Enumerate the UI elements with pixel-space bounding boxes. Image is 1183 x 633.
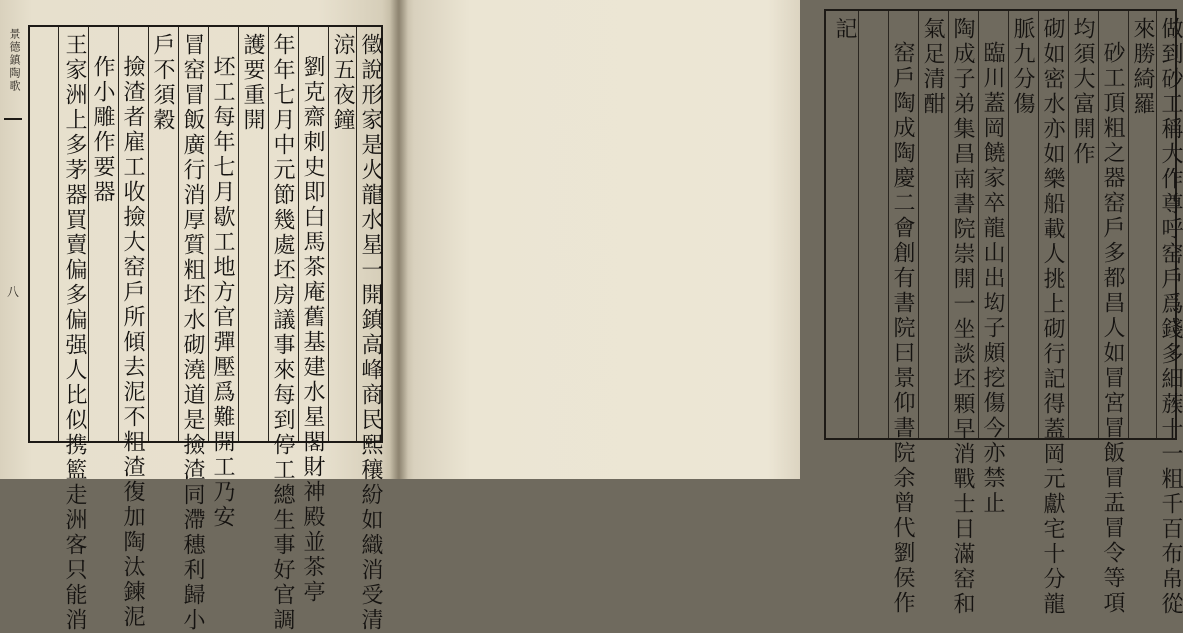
text-column: 涼五夜鐘 [330,33,355,133]
text-column: 冒窑冒飯廣行消厚質粗坯水砌澆道是撿渣同滯穗利歸小 [180,33,205,633]
right-page-frame [824,9,1183,617]
text-column: 戶不須穀 [150,33,175,133]
column-rule [858,11,859,438]
book-title: 景德鎮陶歌 [8,28,21,93]
text-column: 砂工頂粗之器窑戶多都昌人如冒宮冒飯冒盂冒令等項 [1100,41,1125,616]
margin-title [6,28,22,93]
text-column: 氣足清酣 [920,17,945,117]
text-column: 年年七月中元節幾處坯房議事來每到停工總生事好官調 [270,33,295,633]
text-column: 窑戶陶成陶慶二會創有書院曰景仰書院余曾代劉侯作 [890,41,915,616]
text-column: 來勝綺羅 [1130,17,1155,117]
text-column: 護要重開 [240,33,265,133]
text-column: 脈九分傷 [1010,17,1035,117]
text-column: 王家洲上多茅器買賣偏多偏强人比似携籃走洲客只能消 [62,33,87,633]
text-column: 劉克齋刺史即白馬茶庵舊基建水星閣財神殿並茶亭 [300,55,325,605]
text-column: 做到砂工稱大作尊呼窑戶爲錢多細蔟十一粗千百布帛從 [1158,17,1183,617]
text-column: 均須大富開作 [1070,17,1095,167]
text-column: 坯工每年七月歇工地方官彈壓爲難開工乃安 [210,55,235,530]
margin-rule [58,27,59,441]
fishtail-mark [4,118,22,120]
right-page [398,0,1183,617]
book-gutter [390,0,408,479]
text-column: 記 [832,17,857,42]
text-column: 臨川蓋岡饒家卒龍山出㘭子頗挖傷今亦禁止 [980,41,1005,516]
text-column: 陶成子弟集昌南書院崇開一坐談坯顆早消戰士日滿窑和 [950,17,975,617]
text-column: 撿渣者雇工收撿大窑戶所傾去泥不粗渣復加陶汰鍊泥 [120,55,145,630]
text-column: 徵說形家是火龍水星一開鎮高峰商民熙穰紛如織消受清 [358,33,383,633]
text-column: 作小雕作要器 [90,55,115,205]
left-page-frame [28,25,383,633]
text-column: 砌如密水亦如樂船載人挑上砌行記得蓋岡元獻宅十分龍 [1040,17,1065,617]
page-number: 八 [7,285,20,299]
left-page [0,0,398,633]
